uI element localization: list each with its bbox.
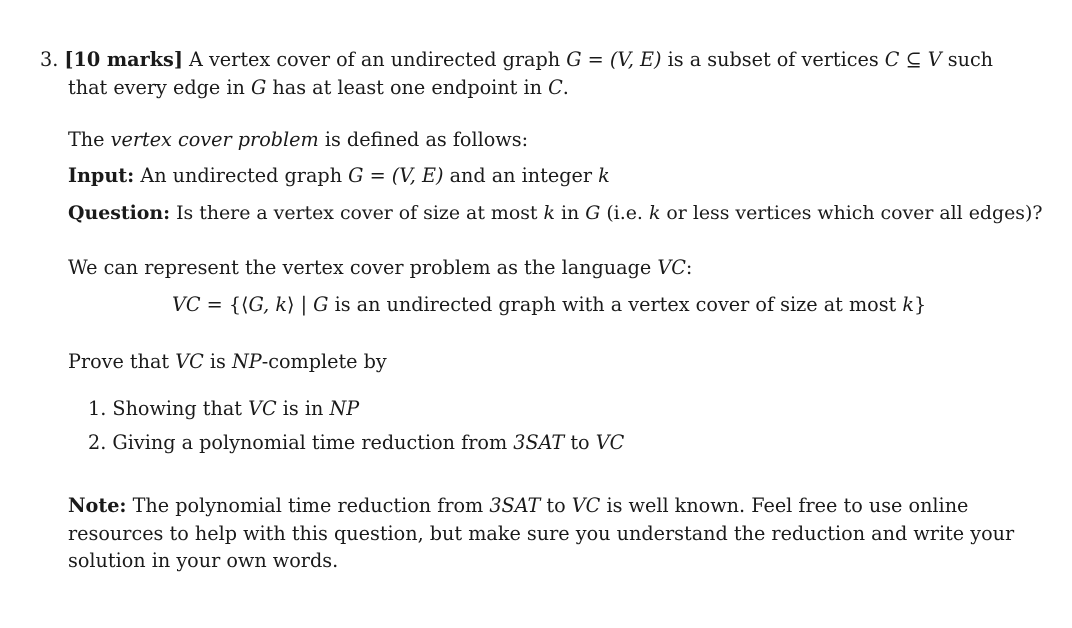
question-number: 3. [40,48,59,71]
formula-symbol: } [914,293,927,316]
language-text: We can represent the vertex cover problem as the language [68,256,652,279]
math-g: G [313,293,329,316]
list-number: 1. [88,397,107,420]
definition-intro [68,130,528,149]
list-number: 2. [88,431,107,454]
intro-text: is a subset of vertices [667,48,879,71]
list-text: to [570,431,590,454]
definition-term: vertex cover problem [110,128,319,151]
prove-text: -complete by [261,350,387,373]
input-text: and an integer [449,164,593,187]
math-c: C [548,76,563,99]
math-k: k [648,202,661,224]
math-np: NP [232,350,262,373]
note-line2 [68,524,1014,543]
language-intro [68,258,692,277]
note-text: The polynomial time reduction from [132,494,484,517]
note-label: Note: [68,494,127,517]
punct: . [562,76,569,99]
math-vc: VC [172,293,201,316]
math-3sat: 3SAT [489,494,541,517]
question-text: in [560,202,580,224]
math-np: NP [329,397,360,420]
input-label: Input: [68,164,135,187]
math-vc: VC [657,256,686,279]
question-text: (i.e. [606,202,643,224]
question-text: Is there a vertex cover of size at most [176,202,538,224]
input-text: An undirected graph [140,164,343,187]
intro-text: A vertex cover of an undirected graph [189,48,561,71]
question-line [68,204,1042,223]
note-text: to [546,494,566,517]
math-subset: C ⊆ V [884,48,942,71]
math-k: k [543,202,555,224]
list-text: is in [282,397,324,420]
note-text: resources to help with this question, but make sure you understand the reduction and write your [68,522,1015,545]
list-text: Giving a polynomial time reduction from [112,431,508,454]
prove-intro [68,352,387,371]
punct: : [685,256,693,279]
intro-text: that every edge in [68,76,245,99]
list-text: Showing that [112,397,242,420]
math-g: G [250,76,267,99]
math-graph: G = (V, E) [566,48,662,71]
language-formula [172,295,926,314]
math-g: G [585,202,601,224]
intro-text: such [947,48,994,71]
formula-symbol: ⟩ | [286,293,314,316]
math-vc: VC [175,350,204,373]
note-text: solution in your own words. [68,549,339,572]
formula-text: is an undirected graph with a vertex cover of size at most [328,293,903,316]
input-line [68,166,610,185]
formula-symbol: = {⟨ [200,293,249,316]
note-line3 [68,551,338,570]
math-vc: VC [595,431,625,454]
math-gk: G, k [248,293,287,316]
list-item [88,433,624,452]
definition-text: is defined as follows: [324,128,529,151]
question-text: or less vertices which cover all edges)? [666,202,1043,224]
math-vc: VC [571,494,601,517]
definition-text: The [68,128,105,151]
note-text: is well known. Feel free to use online [606,494,969,517]
intro-text: has at least one endpoint in [272,76,542,99]
math-k: k [902,293,915,316]
note-line1 [68,496,968,515]
question-intro-line2 [68,78,569,97]
prove-text: Prove that [68,350,170,373]
prove-text: is [209,350,226,373]
list-item [88,399,359,418]
question-label: Question: [68,202,171,224]
math-3sat: 3SAT [513,431,565,454]
math-vc: VC [248,397,277,420]
question-marks: [10 marks] [64,48,183,71]
math-graph: G = (V, E) [348,164,444,187]
question-intro-line1 [40,50,993,69]
math-k: k [598,164,610,187]
